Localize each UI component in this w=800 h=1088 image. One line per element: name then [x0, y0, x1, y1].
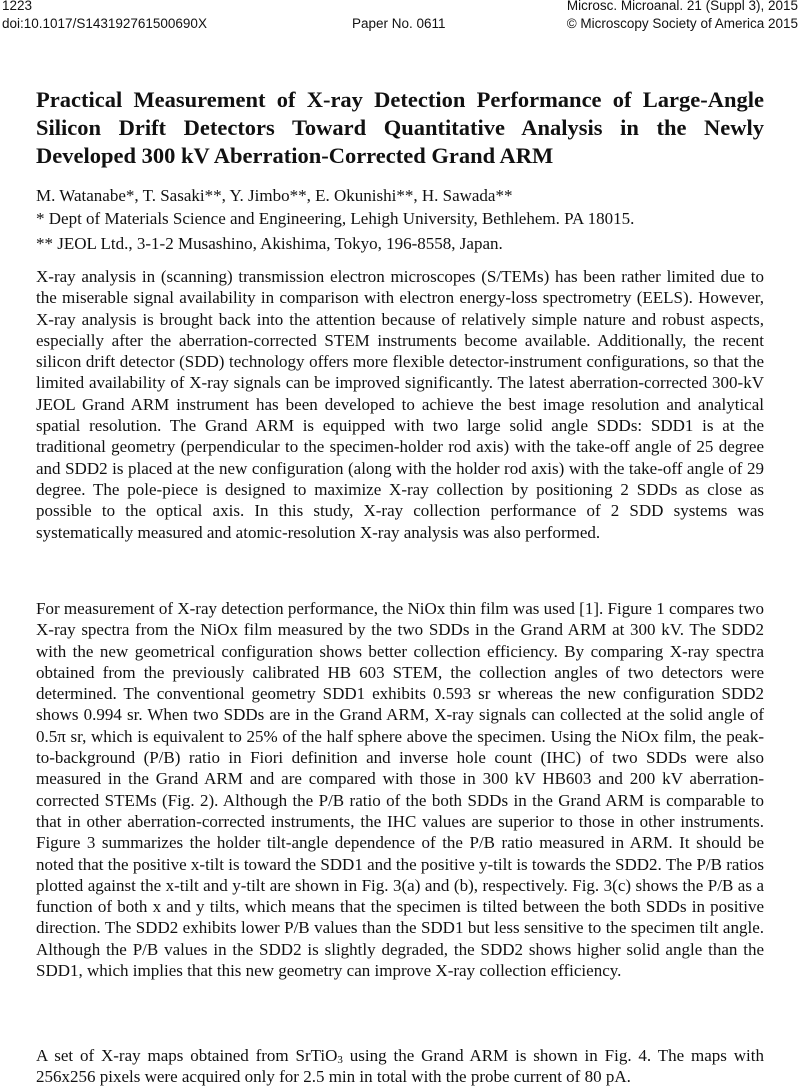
doi: doi:10.1017/S143192761500690X	[2, 16, 207, 31]
copyright: © Microscopy Society of America 2015	[566, 16, 798, 31]
paragraph-measurement: For measurement of X-ray detection performance, the NiOx thin film was used [1]. Figure 1 compares two X-ray spectra from the NiOx film measured by the two SDDs in the Grand ARM at 300 kV. The SDD2 with the new geometrical configuration shows better collection efficiency. By comparing X-ray spectra obtained from the previously calibrated HB 603 STEM, the collection angles of two detectors were determined. The conventional geometry SDD1 exhibits 0.593 sr whereas the new configuration SDD2 shows 0.994 sr. When two SDDs are in the Grand ARM, X-ray signals can collected at the solid angle of 0.5π sr, which is equivalent to 25% of the half sphere above the specimen. Using the NiOx film, the peak-to-background (P/B) ratio in Fiori definition and inverse hole count (IHC) of two SDDs were also measured in the Grand ARM and are compared with those in 300 kV HB603 and 200 kV aberration-corrected STEMs (Fig. 2). Although the P/B ratio of the both SDDs in the Grand ARM is comparable to that in other aberration-corrected instruments, the IHC values are superior to those in other instruments. Figure 3 summarizes the holder tilt-angle dependence of the P/B ratio measured in ARM. It should be noted that the positive x-tilt is toward the SDD1 and the positive y-tilt is towards the SDD2. The P/B ratios plotted against the x-tilt and y-tilt are shown in Fig. 3(a) and (b), respectively. Fig. 3(c) shows the P/B as a function of both x and y tilts, which means that the specimen is tilted between the both SDDs in positive direction. The SDD2 exhibits lower P/B values than the SDD1 but less sensitive to the specimen tilt angle. Although the P/B values in the SDD2 is slightly degraded, the SDD2 shows higher solid angle than the SDD1, which implies that this new geometry can improve X-ray collection efficiency.	[36, 599, 764, 981]
paragraph-xray-maps-text-b: using the Grand ARM is shown in Fig. 4. The maps with 256x256 pixels were acquired only for 2.5 min in total with the probe current of 80 pA.	[36, 1046, 764, 1087]
journal-citation: Microsc. Microanal. 21 (Suppl 3), 2015	[566, 0, 798, 13]
paragraph-xray-maps	[36, 1045, 764, 1088]
paper-title: Practical Measurement of X-ray Detection Performance of Large-Angle Silicon Drift Detectors Toward Quantitative Analysis in the Newly Developed 300 kV Aberration-Corrected Grand ARM	[36, 87, 764, 168]
authors: M. Watanabe*, T. Sasaki**, Y. Jimbo**, E. Okunishi**, H. Sawada**	[36, 186, 513, 205]
paragraph-xray-maps-text-a: A set of X-ray maps obtained from SrTiO	[36, 1046, 338, 1065]
page-number: 1223	[2, 0, 33, 13]
affiliation-jeol: ** JEOL Ltd., 3-1-2 Musashino, Akishima, Tokyo, 196-8558, Japan.	[36, 234, 503, 253]
paragraph-introduction: X-ray analysis in (scanning) transmission electron microscopes (S/TEMs) has been rather limited due to the miserable signal availability in comparison with electron energy-loss spectrometry (EELS). However, X-ray analysis is brought back into the attention because of relatively simple nature and robust aspects, especially after the aberration-corrected STEM instruments become available. Additionally, the recent silicon drift detector (SDD) technology offers more flexible detector-instrument configurations, so that the limited availability of X-ray signals can be improved significantly. The latest aberration-corrected 300-kV JEOL Grand ARM instrument has been developed to achieve the best image resolution and analytical spatial resolution. The Grand ARM is equipped with two large solid angle SDDs: SDD1 is at the traditional geometry (perpendicular to the specimen-holder rod axis) with the take-off angle of 25 degree and SDD2 is placed at the new configuration (along with the holder rod axis) with the take-off angle of 29 degree. The pole-piece is designed to maximize X-ray collection by positioning 2 SDDs as close as possible to the optical axis. In this study, X-ray collection performance of 2 SDD systems was systematically measured and atomic-resolution X-ray analysis was also performed.	[36, 267, 764, 542]
affiliation-lehigh: * Dept of Materials Science and Engineering, Lehigh University, Bethlehem. PA 18015.	[36, 209, 635, 228]
paper-number: Paper No. 0611	[352, 16, 446, 31]
subscript-3: 3	[337, 1054, 343, 1066]
